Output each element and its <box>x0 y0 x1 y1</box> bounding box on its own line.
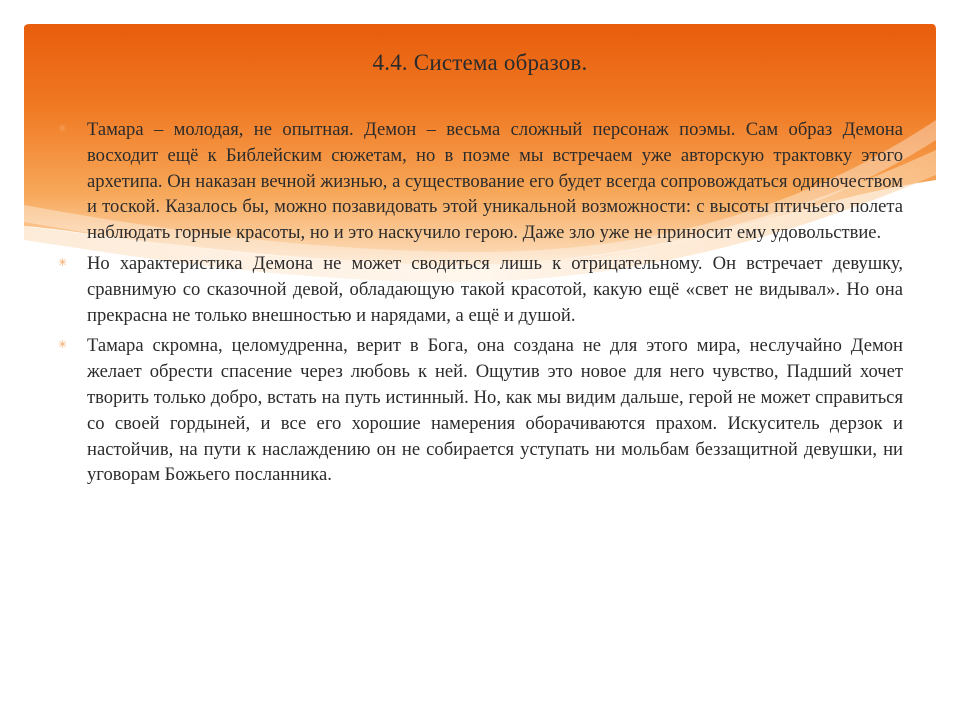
slide-title: 4.4. Система образов. <box>372 50 588 75</box>
list-item <box>58 333 903 488</box>
list-item <box>58 251 903 328</box>
paragraph-text: Тамара – молодая, не опытная. Демон – весьма сложный персонаж поэмы. Сам образ Демона восходит ещё к Библейским сюжетам, но в поэме мы встречаем уже авторскую трактовку этого архетипа. Он наказан вечной жизнью, а существование его будет всегда сопровождаться одиночеством и тоской. Казалось бы, можно позавидовать этой уникальной возможности: с высоты птичьего полета наблюдать горные красоты, но и это наскучило герою. Даже зло уже не приносит ему удовольствие. <box>87 119 903 244</box>
asterisk-icon: ✳ <box>58 122 68 135</box>
list-item <box>58 117 903 246</box>
paragraph-text: Но характеристика Демона не может сводиться лишь к отрицательному. Он встречает девушку, сравнимую со сказочной девой, обладающую такой красотой, какую ещё «свет не видывал». Но она прекрасна не только внешностью и нарядами, а ещё и душой. <box>87 252 903 326</box>
paragraph-text: Тамара скромна, целомудренна, верит в Бога, она создана не для этого мира, неслучайно Демон желает обрести спасение через любовь к ней. Ощутив это новое для него чувство, Падший хочет творить только добро, встать на путь истинный. Но, как мы видим дальше, герой не может справиться со своей гордыней, и все его хорошие намерения оборачиваются прахом. Искуситель дерзок и настойчив, на пути к наслаждению он не собирается уступать ни мольбам беззащитной девушки, ни уговорам Божьего посланника. <box>87 335 903 486</box>
asterisk-icon: ✳ <box>58 255 68 269</box>
paragraph-list <box>58 117 903 493</box>
asterisk-icon: ✳ <box>58 338 68 352</box>
